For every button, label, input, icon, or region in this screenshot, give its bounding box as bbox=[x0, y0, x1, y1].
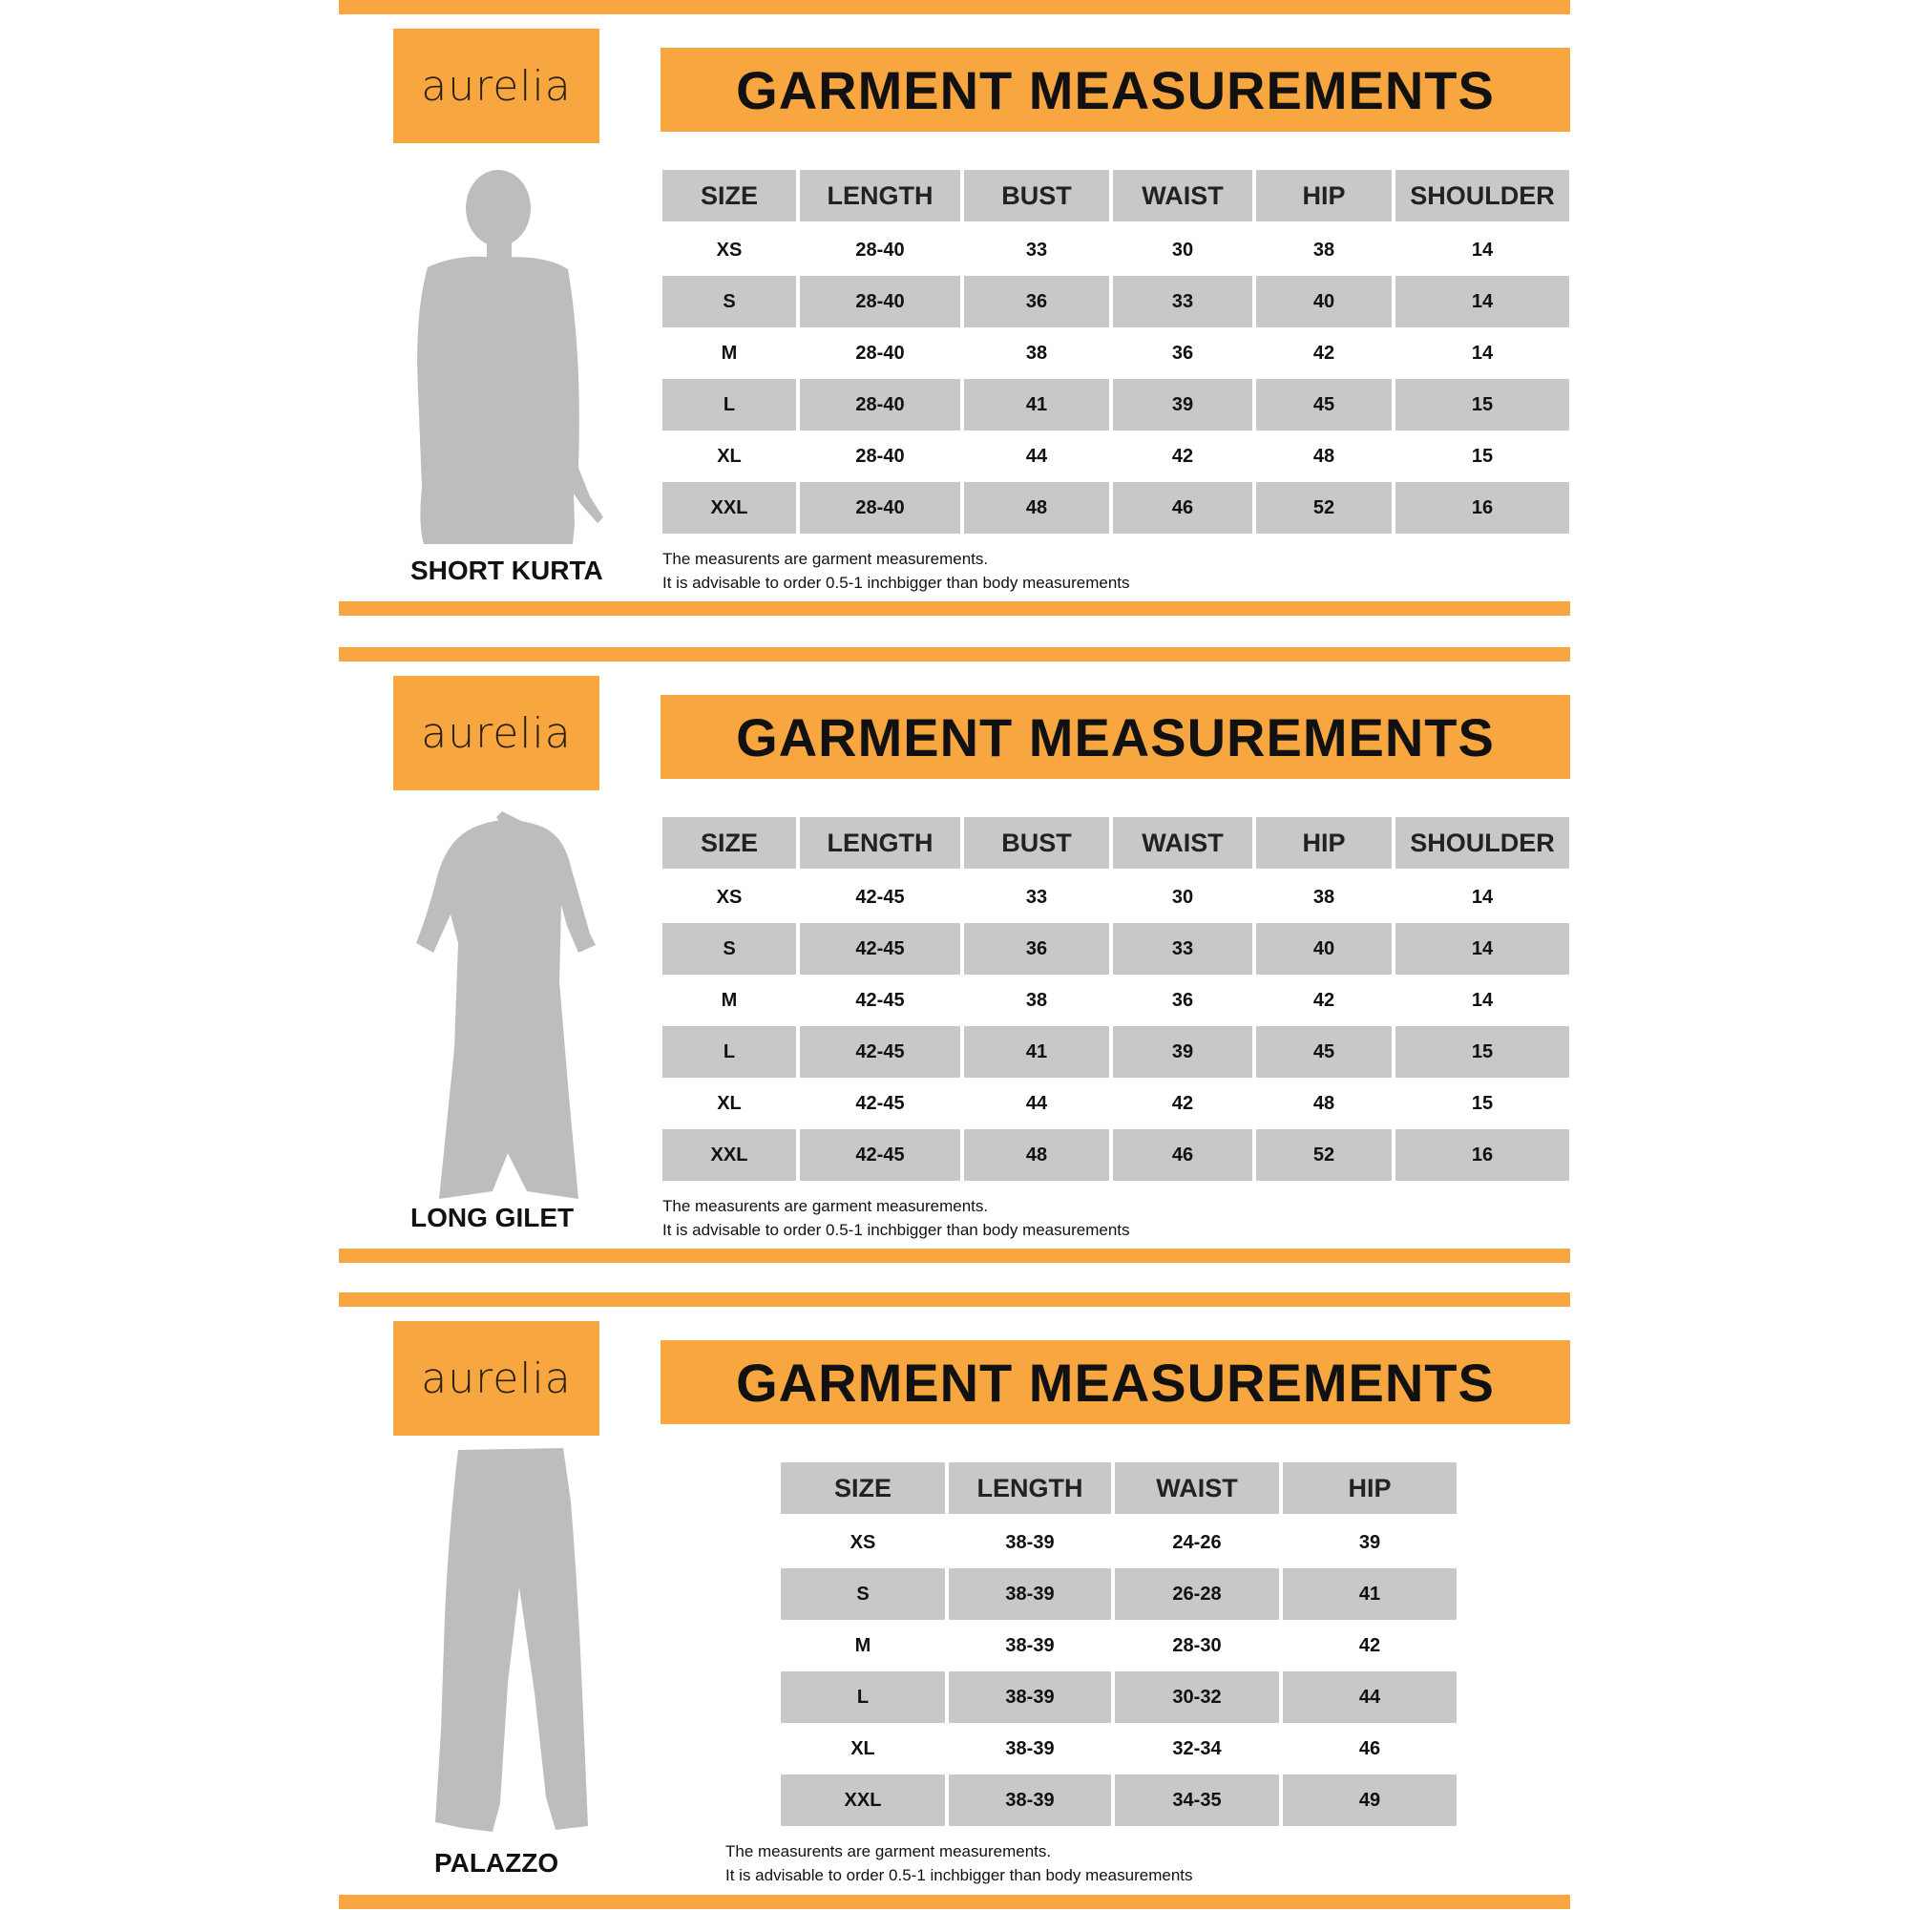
table-cell: 38-39 bbox=[1005, 1531, 1055, 1553]
table-cell: XL bbox=[850, 1737, 875, 1759]
table-cell: 38 bbox=[1025, 342, 1048, 364]
measurement-note bbox=[725, 1839, 1193, 1887]
table-cell: 48 bbox=[964, 1129, 1109, 1181]
table-cell: 15 bbox=[1471, 445, 1494, 467]
note-line: It is advisable to order 0.5-1 inchbigger than body measurements bbox=[725, 1866, 1193, 1884]
column-header: SIZE bbox=[662, 170, 796, 224]
brand-logo bbox=[393, 676, 599, 790]
table-row bbox=[781, 1568, 1457, 1620]
table-cell: 52 bbox=[1256, 1129, 1392, 1181]
note-line: It is advisable to order 0.5-1 inchbigger than body measurements bbox=[662, 1221, 1130, 1239]
column-header: BUST bbox=[964, 170, 1109, 224]
note-line: The measurents are garment measurements. bbox=[725, 1842, 1052, 1860]
table-cell: S bbox=[662, 923, 796, 975]
table-cell: 32-34 bbox=[1172, 1737, 1222, 1759]
table-cell: 38-39 bbox=[1005, 1634, 1055, 1656]
column-header: SIZE bbox=[781, 1462, 945, 1517]
section-title: GARMENT MEASUREMENTS bbox=[661, 1340, 1570, 1424]
size-table bbox=[659, 170, 1573, 534]
product-name: LONG GILET bbox=[410, 1203, 575, 1232]
table-cell: 14 bbox=[1471, 239, 1494, 261]
table-cell: 42 bbox=[1312, 342, 1335, 364]
table-row bbox=[662, 430, 1569, 482]
column-header: SHOULDER bbox=[1395, 170, 1569, 224]
table-cell: XXL bbox=[662, 1129, 796, 1181]
table-header-row bbox=[662, 817, 1569, 872]
section-title: GARMENT MEASUREMENTS bbox=[661, 695, 1570, 779]
table-cell: 30 bbox=[1171, 239, 1194, 261]
table-header-row bbox=[662, 170, 1569, 224]
column-header: SIZE bbox=[662, 817, 796, 872]
table-cell: 33 bbox=[1113, 923, 1252, 975]
column-header: WAIST bbox=[1113, 170, 1252, 224]
table-cell: 33 bbox=[1025, 886, 1048, 908]
section-title: GARMENT MEASUREMENTS bbox=[661, 48, 1570, 132]
table-header-row bbox=[781, 1462, 1457, 1517]
table-row bbox=[781, 1517, 1457, 1568]
table-cell: 42-45 bbox=[855, 989, 905, 1011]
table-cell: 39 bbox=[1358, 1531, 1381, 1553]
table-cell: 15 bbox=[1395, 1026, 1569, 1078]
table-cell: 36 bbox=[964, 923, 1109, 975]
table-cell: S bbox=[662, 276, 796, 327]
column-header: HIP bbox=[1256, 817, 1392, 872]
table-cell: 28-40 bbox=[800, 276, 960, 327]
note-line: The measurents are garment measurements. bbox=[662, 1197, 989, 1215]
column-header: WAIST bbox=[1115, 1462, 1279, 1517]
table-cell: S bbox=[781, 1568, 945, 1620]
table-cell: 28-30 bbox=[1172, 1634, 1222, 1656]
size-chart-section-palazzo bbox=[0, 1302, 1909, 1932]
table-row bbox=[662, 482, 1569, 534]
table-cell: 46 bbox=[1113, 482, 1252, 534]
size-chart-section-short-kurta bbox=[0, 10, 1909, 640]
table-row bbox=[662, 1129, 1569, 1181]
table-cell: 28-40 bbox=[855, 342, 905, 364]
brand-logo-text: aurelia bbox=[421, 1354, 572, 1403]
table-cell: 28-40 bbox=[800, 482, 960, 534]
table-cell: 42-45 bbox=[800, 923, 960, 975]
measurement-note bbox=[662, 1194, 1130, 1242]
short-kurta-silhouette-icon bbox=[401, 162, 630, 554]
table-cell: 26-28 bbox=[1115, 1568, 1279, 1620]
table-cell: 42-45 bbox=[800, 1026, 960, 1078]
table-cell: 42-45 bbox=[800, 1129, 960, 1181]
table-cell: XS bbox=[850, 1531, 876, 1553]
table-cell: 44 bbox=[1025, 445, 1048, 467]
table-cell: 42 bbox=[1171, 445, 1194, 467]
brand-logo bbox=[393, 29, 599, 143]
measurement-note bbox=[662, 547, 1130, 595]
brand-logo-text: aurelia bbox=[421, 61, 572, 111]
column-header: WAIST bbox=[1113, 817, 1252, 872]
table-cell: 38-39 bbox=[949, 1568, 1111, 1620]
table-cell: 14 bbox=[1471, 886, 1494, 908]
table-cell: XXL bbox=[781, 1774, 945, 1826]
long-gilet-silhouette-icon bbox=[401, 809, 630, 1201]
table-cell: 28-40 bbox=[855, 445, 905, 467]
column-header: LENGTH bbox=[949, 1462, 1111, 1517]
table-cell: 14 bbox=[1395, 923, 1569, 975]
table-cell: 16 bbox=[1395, 1129, 1569, 1181]
table-cell: 41 bbox=[1283, 1568, 1457, 1620]
table-cell: M bbox=[854, 1634, 871, 1656]
product-name: SHORT KURTA bbox=[410, 556, 603, 585]
table-row bbox=[781, 1774, 1457, 1826]
table-cell: L bbox=[781, 1671, 945, 1723]
table-cell: XL bbox=[717, 445, 742, 467]
column-header: HIP bbox=[1283, 1462, 1457, 1517]
table-row bbox=[781, 1620, 1457, 1671]
size-table bbox=[777, 1462, 1460, 1826]
table-cell: 42 bbox=[1358, 1634, 1381, 1656]
table-row bbox=[662, 327, 1569, 379]
table-cell: 46 bbox=[1113, 1129, 1252, 1181]
table-cell: 42 bbox=[1171, 1092, 1194, 1114]
table-cell: 38 bbox=[1312, 886, 1335, 908]
table-cell: 38-39 bbox=[1005, 1737, 1055, 1759]
table-cell: 44 bbox=[1283, 1671, 1457, 1723]
table-cell: 42-45 bbox=[855, 1092, 905, 1114]
note-line: It is advisable to order 0.5-1 inchbigger than body measurements bbox=[662, 574, 1130, 592]
brand-logo bbox=[393, 1321, 599, 1436]
table-cell: 16 bbox=[1395, 482, 1569, 534]
table-cell: M bbox=[721, 989, 738, 1011]
table-cell: 36 bbox=[1171, 989, 1194, 1011]
table-row bbox=[662, 975, 1569, 1026]
table-row bbox=[662, 872, 1569, 923]
column-header: LENGTH bbox=[800, 170, 960, 224]
table-cell: 39 bbox=[1113, 1026, 1252, 1078]
table-cell: 40 bbox=[1256, 923, 1392, 975]
table-cell: 42 bbox=[1312, 989, 1335, 1011]
size-chart-section-long-gilet bbox=[0, 657, 1909, 1287]
table-cell: 38 bbox=[1312, 239, 1335, 261]
table-cell: 28-40 bbox=[855, 239, 905, 261]
table-cell: 34-35 bbox=[1115, 1774, 1279, 1826]
table-cell: 28-40 bbox=[800, 379, 960, 430]
table-cell: XS bbox=[716, 886, 743, 908]
table-cell: 48 bbox=[1312, 445, 1335, 467]
table-row bbox=[662, 379, 1569, 430]
table-cell: 14 bbox=[1395, 276, 1569, 327]
table-row bbox=[662, 923, 1569, 975]
table-cell: 30 bbox=[1171, 886, 1194, 908]
table-cell: 14 bbox=[1471, 342, 1494, 364]
table-cell: 52 bbox=[1256, 482, 1392, 534]
column-header: LENGTH bbox=[800, 817, 960, 872]
table-row bbox=[662, 1078, 1569, 1129]
table-cell: 15 bbox=[1471, 1092, 1494, 1114]
table-cell: 42-45 bbox=[855, 886, 905, 908]
note-line: The measurents are garment measurements. bbox=[662, 550, 989, 568]
table-cell: 24-26 bbox=[1172, 1531, 1222, 1553]
size-table bbox=[659, 817, 1573, 1181]
table-row bbox=[662, 276, 1569, 327]
brand-logo-text: aurelia bbox=[421, 708, 572, 758]
table-cell: 38-39 bbox=[949, 1774, 1111, 1826]
table-cell: 45 bbox=[1256, 379, 1392, 430]
column-header: SHOULDER bbox=[1395, 817, 1569, 872]
table-cell: 49 bbox=[1283, 1774, 1457, 1826]
table-cell: 48 bbox=[964, 482, 1109, 534]
table-row bbox=[781, 1671, 1457, 1723]
table-cell: XXL bbox=[662, 482, 796, 534]
table-cell: XL bbox=[717, 1092, 742, 1114]
table-row bbox=[781, 1723, 1457, 1774]
table-cell: 38-39 bbox=[949, 1671, 1111, 1723]
table-cell: L bbox=[662, 1026, 796, 1078]
table-row bbox=[662, 1026, 1569, 1078]
table-cell: M bbox=[721, 342, 738, 364]
palazzo-silhouette-icon bbox=[401, 1439, 630, 1840]
table-cell: 33 bbox=[1025, 239, 1048, 261]
column-header: BUST bbox=[964, 817, 1109, 872]
table-cell: 48 bbox=[1312, 1092, 1335, 1114]
product-name: PALAZZO bbox=[434, 1848, 559, 1878]
table-cell: XS bbox=[716, 239, 743, 261]
table-cell: 41 bbox=[964, 379, 1109, 430]
table-cell: 36 bbox=[964, 276, 1109, 327]
table-cell: 30-32 bbox=[1115, 1671, 1279, 1723]
table-cell: 36 bbox=[1171, 342, 1194, 364]
table-cell: 44 bbox=[1025, 1092, 1048, 1114]
table-cell: 15 bbox=[1395, 379, 1569, 430]
table-cell: 33 bbox=[1113, 276, 1252, 327]
table-row bbox=[662, 224, 1569, 276]
table-cell: 14 bbox=[1471, 989, 1494, 1011]
table-cell: 46 bbox=[1358, 1737, 1381, 1759]
table-cell: L bbox=[662, 379, 796, 430]
table-cell: 39 bbox=[1113, 379, 1252, 430]
table-cell: 38 bbox=[1025, 989, 1048, 1011]
table-cell: 40 bbox=[1256, 276, 1392, 327]
column-header: HIP bbox=[1256, 170, 1392, 224]
table-cell: 41 bbox=[964, 1026, 1109, 1078]
table-cell: 45 bbox=[1256, 1026, 1392, 1078]
